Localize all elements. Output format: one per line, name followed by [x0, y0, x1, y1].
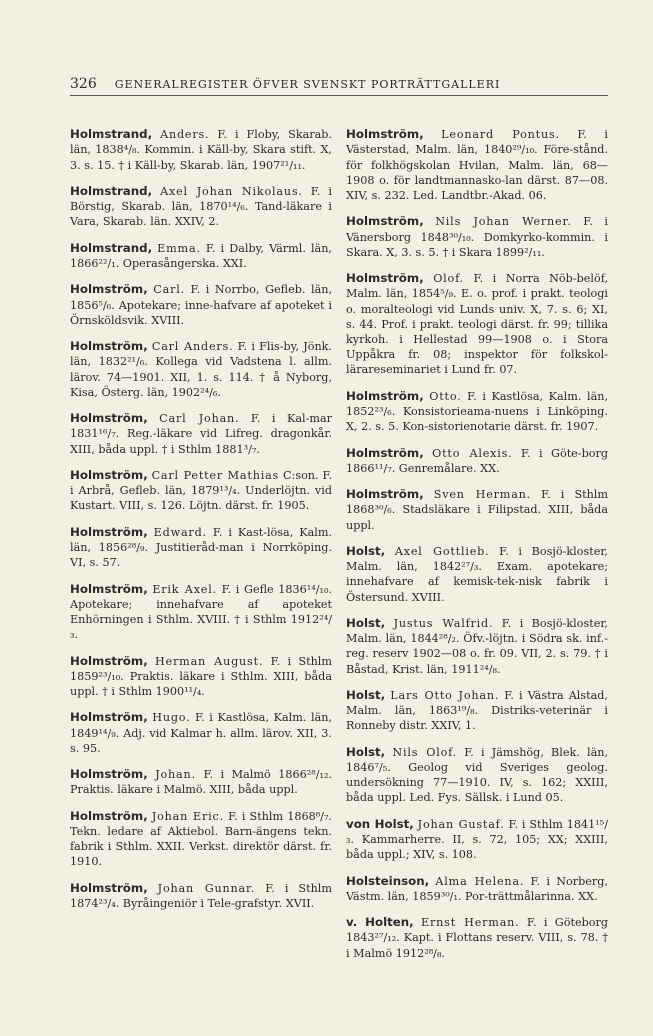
entry-text: F. i Sthlm 1859²³/₁₀. Praktis. läkare i Sthlm. XIII, båda uppl. † i Sthlm 1900¹¹/₄. [70, 654, 332, 698]
register-entry [346, 874, 608, 904]
entry-text: F. i Kal-mar 1831¹⁶/₇. Reg.-läkare vid Lifreg. dragonkår. XIII, båda uppl. † i Sthlm 1881³/₇. [70, 412, 332, 456]
entry-surname: Holmström, [70, 467, 148, 482]
register-entry [346, 688, 608, 734]
entry-surname: Holmstrand, [70, 183, 153, 198]
entry-given-names: Carl Johan. [159, 412, 240, 426]
entry-text: F. i Västerstad, Malm. län, 1840²⁹/₁₀. Före-stånd. för folkhögskolan Hvilan, Malm. län, 68—1908 o. för landtmannasko-lan därst. 87—08. XIV, s. 232. Led. Landtbr.-Akad. 06. [346, 128, 609, 202]
right-column [346, 116, 608, 967]
register-entry [70, 525, 332, 571]
entry-surname: Holmström, [346, 388, 424, 403]
entry-given-names: Carl. [153, 283, 185, 297]
register-entry [346, 915, 608, 961]
entry-text: F. i Sthlm 1868⁸/₇. Tekn. ledare af Aktiebol. Barn-ängens tekn. fabrik i Sthlm. XXII. Verkst. direktör därst. fr. 1910. [70, 809, 332, 869]
entry-surname: Holmström, [70, 880, 148, 895]
entry-text: F. i Norra Nöb-belöf, Malm. län, 1854⁵/₉. E. o. prof. i prakt. teologi o. moralteologi vid Lunds univ. X, 7. s. 6; XI, s. 44. Prof. i prakt. teologi därst. fr. 99; tillika kyrkoh. i Hellestad 99—1908 o. i Stora Uppåkra fr. 08; inspektor för folkskol-lärareseminariet i Lund fr. 07. [346, 272, 608, 377]
entry-given-names: Herman August. [155, 654, 264, 668]
page-number: 326 [70, 76, 97, 92]
entry-surname: v. Holten, [346, 915, 414, 930]
entry-text: F. i Göteborg 1843²⁷/₁₂. Kapt. i Flottans reserv. VIII, s. 78. † i Malmö 1912²⁸/₈. [346, 916, 609, 960]
entry-given-names: Lars Otto Johan. [390, 688, 500, 702]
entry-text: F. i Gefle 1836¹⁴/₁₀. Apotekare; innehafvare af apoteket Enhörningen i Sthlm. XVIII. † i Sthlm 1912²⁴/₃. [70, 582, 333, 642]
register-entry [70, 411, 332, 457]
entry-given-names: Edward. [153, 525, 207, 539]
entry-given-names: Erik Axel. [152, 582, 217, 596]
entry-given-names: Carl Anders. [151, 340, 234, 354]
entry-text: F. i Bosjö-kloster, Malm. län, 1844²⁸/₂. Öfv.-löjtn. i Södra sk. inf.-reg. reserv 1902—08 o. fr. 09. VII, 2. s. 79. † i Båstad, Krist. län, 1911²⁴/₈. [346, 616, 608, 676]
register-entry [346, 817, 608, 863]
register-entry [70, 184, 332, 230]
entry-given-names: Carl Petter Mathias [151, 468, 280, 482]
entry-text: F. i Dalby, Värml. län, 1866²²/₁. Operasångerska. XXI. [70, 241, 332, 270]
entry-surname: Holst, [346, 543, 386, 558]
register-entry [346, 214, 608, 260]
running-header [70, 76, 608, 96]
entry-text: F. i Kastlösa, Kalm. län, 1849¹⁴/₉. Adj. vid Kalmar h. allm. lärov. XII, 3. s. 95. [70, 711, 332, 755]
entry-given-names: Nils Olof. [392, 745, 458, 759]
entry-given-names: Otto. [429, 389, 462, 403]
entry-text: F. i Sthlm 1874²³/₄. Byråingeniör i Tele-grafstyr. XVII. [70, 881, 332, 910]
register-entry [346, 127, 608, 203]
register-entry [70, 654, 332, 700]
register-entry [70, 767, 332, 797]
entry-surname: Holmström, [70, 710, 148, 725]
entry-surname: Holst, [346, 744, 386, 759]
entry-text: F. i Malmö 1866²⁸/₁₂. Praktis. läkare i Malmö. XIII, båda uppl. [70, 768, 332, 797]
entry-surname: Holmström, [346, 445, 424, 460]
entry-surname: Holmström, [70, 411, 148, 426]
entry-text: F. i Göte-borg 1866¹¹/₇. Genremålare. XX. [346, 446, 608, 475]
entry-text: F. i Floby, Skarab. län, 1838⁴/₈. Kommin. i Käll-by, Skara stift. X, 3. s. 15. † i Käll-by, Skarab. län, 1907²¹/₁₁. [70, 128, 332, 172]
entry-surname: Holmstrand, [70, 127, 153, 142]
entry-text: F. i Västra Alstad, Malm. län, 1863¹⁹/₈. Distriks-veterinär i Ronneby distr. XXIV, 1. [346, 688, 608, 733]
entry-given-names: Johan Eric. [151, 809, 224, 823]
entry-text: F. i Kast-lösa, Kalm. län, 1856²⁸/₉. Justitieråd-man i Norrköping. VI, s. 57. [70, 525, 332, 570]
entry-given-names: Anders. [160, 128, 210, 142]
register-entry [70, 241, 332, 271]
entry-text: F. i Kastlösa, Kalm. län, 1852²³/₆. Konsistorieama-nuens i Linköping. X, 2. s. 5. Kon-sistorienotarie därst. fr. 1907. [346, 389, 609, 434]
entry-surname: Holmström, [70, 282, 148, 297]
entry-given-names: Axel Gottlieb. [394, 544, 490, 558]
entry-surname: Holsteinson, [346, 873, 430, 888]
entry-given-names: Johan Gustaf. [417, 817, 505, 831]
entry-given-names: Johan Gunnar. [157, 881, 256, 895]
entry-surname: Holmström, [70, 808, 148, 823]
register-entry [346, 745, 608, 806]
entry-text: F. i Börstig, Skarab. län, 1870¹⁴/₆. Tand-läkare i Vara, Skarab. län. XXIV, 2. [70, 184, 332, 229]
entry-given-names: Sven Herman. [433, 488, 532, 502]
entry-given-names: Axel Johan Nikolaus. [160, 184, 303, 198]
entry-given-names: Alma Helena. [435, 874, 525, 888]
register-entry [70, 127, 332, 173]
entry-text: F. i Norrbo, Gefleb. län, 1856⁵/₆. Apotekare; inne-hafvare af apoteket i Örnsköldsvik. XVIII. [70, 283, 333, 327]
entry-text: F. i Jämshög, Blek. län, 1846⁷/₅. Geolog vid Sveriges geolog. undersökning 77—1910. IV, s. 162; XXIII, båda uppl. Led. Fys. Sällsk. i Lund 05. [346, 745, 608, 805]
entry-text: F. i Vänersborg 1848³⁰/₁₀. Domkyrko-kommin. i Skara. X, 3. s. 5. † i Skara 1899²/₁₁. [346, 215, 608, 259]
register-entry [70, 809, 332, 870]
entry-given-names: Hugo. [152, 711, 191, 725]
entry-given-names: Johan. [155, 768, 196, 782]
register-entry [346, 487, 608, 533]
register-entry [70, 468, 332, 514]
entry-surname: Holmström, [346, 214, 424, 229]
entry-text: F. i Flis-by, Jönk. län, 1832²¹/₆. Kollega vid Vadstena l. allm. lärov. 74—1901. XII, 1. s. 114. † å Nyborg, Kisa, Österg. län, 1902²⁴/₆. [70, 340, 332, 399]
entry-surname: Holmström, [346, 127, 424, 142]
entry-text: F. i Bosjö-kloster, Malm. län, 1842²⁷/₃. Exam. apotekare; innehafvare af kemisk-tek-nisk fabrik i Östersund. XVIII. [346, 544, 608, 604]
entry-text: F. i Norberg, Västm. län, 1859³⁰/₁. Por-trättmålarinna. XX. [346, 874, 608, 903]
entry-surname: Holmström, [70, 767, 148, 782]
entry-given-names: Otto Alexis. [432, 446, 513, 460]
entry-surname: Holst, [346, 687, 386, 702]
entry-surname: Holmström, [346, 271, 424, 286]
entry-surname: Holmstrand, [70, 240, 153, 255]
entry-given-names: Olof. [433, 272, 464, 286]
entry-surname: Holmström, [70, 524, 148, 539]
entry-surname: Holmström, [70, 581, 148, 596]
register-entry [70, 339, 332, 400]
entry-surname: Holmström, [70, 653, 148, 668]
left-column [70, 116, 332, 917]
entry-surname: Holmström, [70, 339, 148, 354]
entry-given-names: Justus Walfrid. [393, 616, 494, 630]
register-entry [70, 582, 332, 643]
register-entry [70, 282, 332, 328]
entry-given-names: Emma. [157, 241, 201, 255]
register-entry [346, 544, 608, 605]
running-title: GENERALREGISTER ÖFVER SVENSKT PORTRÄTTGALLERI [114, 78, 501, 91]
entry-text: F. i Sthlm 1841¹⁵/₃. Kammarherre. II, s. 72, 105; XX; XXIII, båda uppl.; XIV, s. 108. [346, 817, 608, 862]
entry-given-names: Nils Johan Werner. [435, 215, 572, 229]
register-entry [70, 881, 332, 911]
entry-text: C:son. F. i Arbrå, Gefleb. län, 1879¹³/₄. Underlöjtn. vid Kustart. VIII, s. 126. Löjtn. därst. fr. 1905. [70, 468, 333, 513]
register-entry [346, 389, 608, 435]
register-entry [346, 616, 608, 677]
entry-surname: von Holst, [346, 816, 414, 831]
entry-surname: Holmström, [346, 487, 424, 502]
entry-text: F. i Sthlm 1868³⁰/₆. Stadsläkare i Filipstad. XIII, båda uppl. [346, 488, 608, 532]
register-entry [70, 710, 332, 756]
entry-given-names: Ernst Herman. [421, 916, 520, 930]
register-entry [346, 446, 608, 476]
register-entry [346, 271, 608, 377]
entry-given-names: Leonard Pontus. [441, 128, 560, 142]
entry-surname: Holst, [346, 615, 386, 630]
